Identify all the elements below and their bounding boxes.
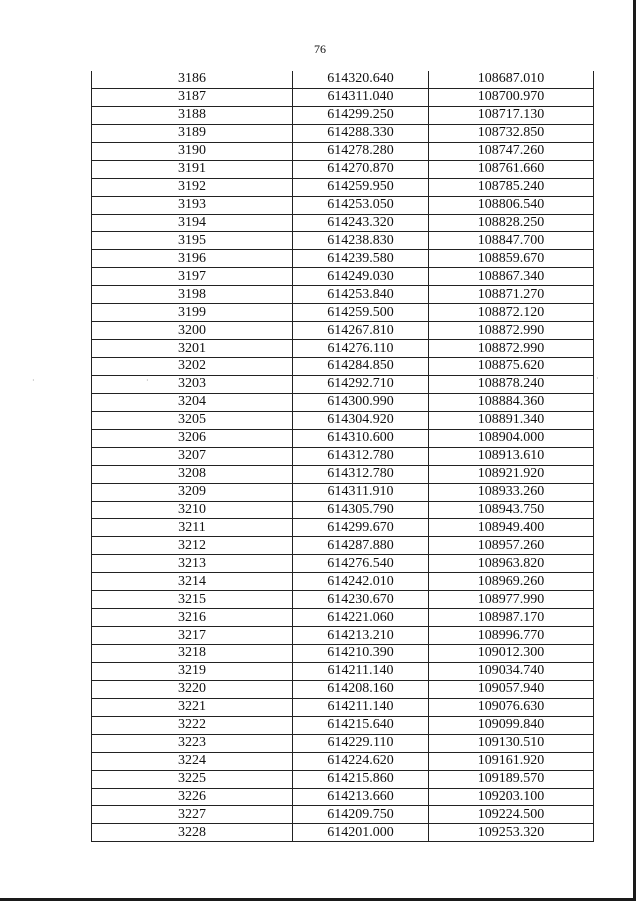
x-coordinate-cell: 614311.040 <box>293 88 429 106</box>
table-row <box>92 429 594 447</box>
x-coordinate-cell: 614270.870 <box>293 160 429 178</box>
y-coordinate-cell: 108891.340 <box>429 411 594 429</box>
x-coordinate-cell: 614284.850 <box>293 358 429 376</box>
x-coordinate-cell: 614221.060 <box>293 609 429 627</box>
table-row <box>92 393 594 411</box>
point-number-cell: 3222 <box>92 716 293 734</box>
y-coordinate-cell: 108987.170 <box>429 609 594 627</box>
point-number-cell: 3186 <box>92 71 293 88</box>
y-coordinate-cell: 108859.670 <box>429 250 594 268</box>
table-row <box>92 806 594 824</box>
table-row <box>92 250 594 268</box>
point-number-cell: 3197 <box>92 268 293 286</box>
table-row <box>92 573 594 591</box>
table-row <box>92 609 594 627</box>
x-coordinate-cell: 614249.030 <box>293 268 429 286</box>
y-coordinate-cell: 108933.260 <box>429 483 594 501</box>
y-coordinate-cell: 108867.340 <box>429 268 594 286</box>
x-coordinate-cell: 614320.640 <box>293 71 429 88</box>
table-row <box>92 268 594 286</box>
table-row <box>92 142 594 160</box>
point-number-cell: 3225 <box>92 770 293 788</box>
point-number-cell: 3224 <box>92 752 293 770</box>
y-coordinate-cell: 108872.990 <box>429 340 594 358</box>
table-row <box>92 375 594 393</box>
point-number-cell: 3189 <box>92 124 293 142</box>
x-coordinate-cell: 614239.580 <box>293 250 429 268</box>
x-coordinate-cell: 614288.330 <box>293 124 429 142</box>
x-coordinate-cell: 614253.840 <box>293 286 429 304</box>
x-coordinate-cell: 614299.250 <box>293 106 429 124</box>
table-row <box>92 752 594 770</box>
x-coordinate-cell: 614208.160 <box>293 680 429 698</box>
point-number-cell: 3187 <box>92 88 293 106</box>
table-row <box>92 680 594 698</box>
table-row <box>92 160 594 178</box>
table-row <box>92 734 594 752</box>
point-number-cell: 3202 <box>92 358 293 376</box>
y-coordinate-cell: 108732.850 <box>429 124 594 142</box>
y-coordinate-cell: 108687.010 <box>429 71 594 88</box>
table-row <box>92 465 594 483</box>
point-number-cell: 3204 <box>92 393 293 411</box>
table-row <box>92 106 594 124</box>
point-number-cell: 3214 <box>92 573 293 591</box>
x-coordinate-cell: 614312.780 <box>293 447 429 465</box>
x-coordinate-cell: 614304.920 <box>293 411 429 429</box>
point-number-cell: 3201 <box>92 340 293 358</box>
table-row <box>92 411 594 429</box>
y-coordinate-cell: 109099.840 <box>429 716 594 734</box>
table-row <box>92 770 594 788</box>
x-coordinate-cell: 614299.670 <box>293 519 429 537</box>
y-coordinate-cell: 108921.920 <box>429 465 594 483</box>
table-row <box>92 537 594 555</box>
table-row <box>92 519 594 537</box>
point-number-cell: 3192 <box>92 178 293 196</box>
y-coordinate-cell: 109253.320 <box>429 824 594 842</box>
y-coordinate-cell: 108871.270 <box>429 286 594 304</box>
y-coordinate-cell: 108904.000 <box>429 429 594 447</box>
y-coordinate-cell: 108878.240 <box>429 375 594 393</box>
point-number-cell: 3196 <box>92 250 293 268</box>
x-coordinate-cell: 614211.140 <box>293 662 429 680</box>
point-number-cell: 3219 <box>92 662 293 680</box>
point-number-cell: 3223 <box>92 734 293 752</box>
table-row <box>92 591 594 609</box>
point-number-cell: 3220 <box>92 680 293 698</box>
table-row <box>92 788 594 806</box>
table-row <box>92 214 594 232</box>
x-coordinate-cell: 614311.910 <box>293 483 429 501</box>
point-number-cell: 3226 <box>92 788 293 806</box>
table-row <box>92 88 594 106</box>
point-number-cell: 3211 <box>92 519 293 537</box>
coordinates-table <box>91 71 594 842</box>
point-number-cell: 3193 <box>92 196 293 214</box>
y-coordinate-cell: 109203.100 <box>429 788 594 806</box>
y-coordinate-cell: 109224.500 <box>429 806 594 824</box>
point-number-cell: 3199 <box>92 304 293 322</box>
y-coordinate-cell: 108996.770 <box>429 627 594 645</box>
y-coordinate-cell: 108761.660 <box>429 160 594 178</box>
y-coordinate-cell: 108847.700 <box>429 232 594 250</box>
table-row <box>92 178 594 196</box>
table-row <box>92 340 594 358</box>
x-coordinate-cell: 614305.790 <box>293 501 429 519</box>
table-row <box>92 698 594 716</box>
point-number-cell: 3205 <box>92 411 293 429</box>
y-coordinate-cell: 108957.260 <box>429 537 594 555</box>
x-coordinate-cell: 614211.140 <box>293 698 429 716</box>
x-coordinate-cell: 614300.990 <box>293 393 429 411</box>
x-coordinate-cell: 614238.830 <box>293 232 429 250</box>
point-number-cell: 3218 <box>92 645 293 663</box>
point-number-cell: 3213 <box>92 555 293 573</box>
x-coordinate-cell: 614243.320 <box>293 214 429 232</box>
point-number-cell: 3207 <box>92 447 293 465</box>
x-coordinate-cell: 614229.110 <box>293 734 429 752</box>
point-number-cell: 3190 <box>92 142 293 160</box>
table-row <box>92 232 594 250</box>
y-coordinate-cell: 108884.360 <box>429 393 594 411</box>
y-coordinate-cell: 109161.920 <box>429 752 594 770</box>
table-row <box>92 71 594 88</box>
point-number-cell: 3227 <box>92 806 293 824</box>
y-coordinate-cell: 109189.570 <box>429 770 594 788</box>
point-number-cell: 3203 <box>92 375 293 393</box>
y-coordinate-cell: 108785.240 <box>429 178 594 196</box>
x-coordinate-cell: 614210.390 <box>293 645 429 663</box>
table-row <box>92 304 594 322</box>
y-coordinate-cell: 108806.540 <box>429 196 594 214</box>
y-coordinate-cell: 108943.750 <box>429 501 594 519</box>
x-coordinate-cell: 614209.750 <box>293 806 429 824</box>
point-number-cell: 3217 <box>92 627 293 645</box>
scan-speck: · <box>596 374 599 383</box>
y-coordinate-cell: 109034.740 <box>429 662 594 680</box>
x-coordinate-cell: 614276.110 <box>293 340 429 358</box>
point-number-cell: 3191 <box>92 160 293 178</box>
y-coordinate-cell: 109076.630 <box>429 698 594 716</box>
scan-speck: · <box>32 376 35 385</box>
y-coordinate-cell: 108875.620 <box>429 358 594 376</box>
point-number-cell: 3212 <box>92 537 293 555</box>
y-coordinate-cell: 108977.990 <box>429 591 594 609</box>
table-row <box>92 824 594 842</box>
x-coordinate-cell: 614213.660 <box>293 788 429 806</box>
table-row <box>92 627 594 645</box>
x-coordinate-cell: 614215.640 <box>293 716 429 734</box>
y-coordinate-cell: 108963.820 <box>429 555 594 573</box>
x-coordinate-cell: 614292.710 <box>293 375 429 393</box>
table-row <box>92 358 594 376</box>
table-row <box>92 501 594 519</box>
scan-speck: · <box>146 376 149 385</box>
x-coordinate-cell: 614224.620 <box>293 752 429 770</box>
x-coordinate-cell: 614259.500 <box>293 304 429 322</box>
table-row <box>92 322 594 340</box>
point-number-cell: 3221 <box>92 698 293 716</box>
y-coordinate-cell: 108872.990 <box>429 322 594 340</box>
x-coordinate-cell: 614201.000 <box>293 824 429 842</box>
table-row <box>92 286 594 304</box>
y-coordinate-cell: 109057.940 <box>429 680 594 698</box>
point-number-cell: 3206 <box>92 429 293 447</box>
y-coordinate-cell: 109130.510 <box>429 734 594 752</box>
y-coordinate-cell: 108872.120 <box>429 304 594 322</box>
point-number-cell: 3228 <box>92 824 293 842</box>
x-coordinate-cell: 614312.780 <box>293 465 429 483</box>
point-number-cell: 3188 <box>92 106 293 124</box>
table-row <box>92 196 594 214</box>
table-row <box>92 716 594 734</box>
x-coordinate-cell: 614278.280 <box>293 142 429 160</box>
point-number-cell: 3198 <box>92 286 293 304</box>
table-row <box>92 662 594 680</box>
point-number-cell: 3216 <box>92 609 293 627</box>
table-row <box>92 447 594 465</box>
x-coordinate-cell: 614215.860 <box>293 770 429 788</box>
point-number-cell: 3209 <box>92 483 293 501</box>
coordinates-table-body <box>92 71 594 842</box>
x-coordinate-cell: 614230.670 <box>293 591 429 609</box>
y-coordinate-cell: 108700.970 <box>429 88 594 106</box>
x-coordinate-cell: 614276.540 <box>293 555 429 573</box>
y-coordinate-cell: 108828.250 <box>429 214 594 232</box>
y-coordinate-cell: 108949.400 <box>429 519 594 537</box>
x-coordinate-cell: 614259.950 <box>293 178 429 196</box>
table-row <box>92 555 594 573</box>
y-coordinate-cell: 108969.260 <box>429 573 594 591</box>
table-row <box>92 645 594 663</box>
point-number-cell: 3210 <box>92 501 293 519</box>
x-coordinate-cell: 614310.600 <box>293 429 429 447</box>
table-row <box>92 483 594 501</box>
x-coordinate-cell: 614242.010 <box>293 573 429 591</box>
y-coordinate-cell: 108747.260 <box>429 142 594 160</box>
point-number-cell: 3200 <box>92 322 293 340</box>
x-coordinate-cell: 614267.810 <box>293 322 429 340</box>
point-number-cell: 3208 <box>92 465 293 483</box>
x-coordinate-cell: 614287.880 <box>293 537 429 555</box>
point-number-cell: 3194 <box>92 214 293 232</box>
point-number-cell: 3195 <box>92 232 293 250</box>
point-number-cell: 3215 <box>92 591 293 609</box>
page-number: 76 <box>314 42 326 56</box>
y-coordinate-cell: 108717.130 <box>429 106 594 124</box>
x-coordinate-cell: 614213.210 <box>293 627 429 645</box>
x-coordinate-cell: 614253.050 <box>293 196 429 214</box>
y-coordinate-cell: 108913.610 <box>429 447 594 465</box>
table-row <box>92 124 594 142</box>
y-coordinate-cell: 109012.300 <box>429 645 594 663</box>
